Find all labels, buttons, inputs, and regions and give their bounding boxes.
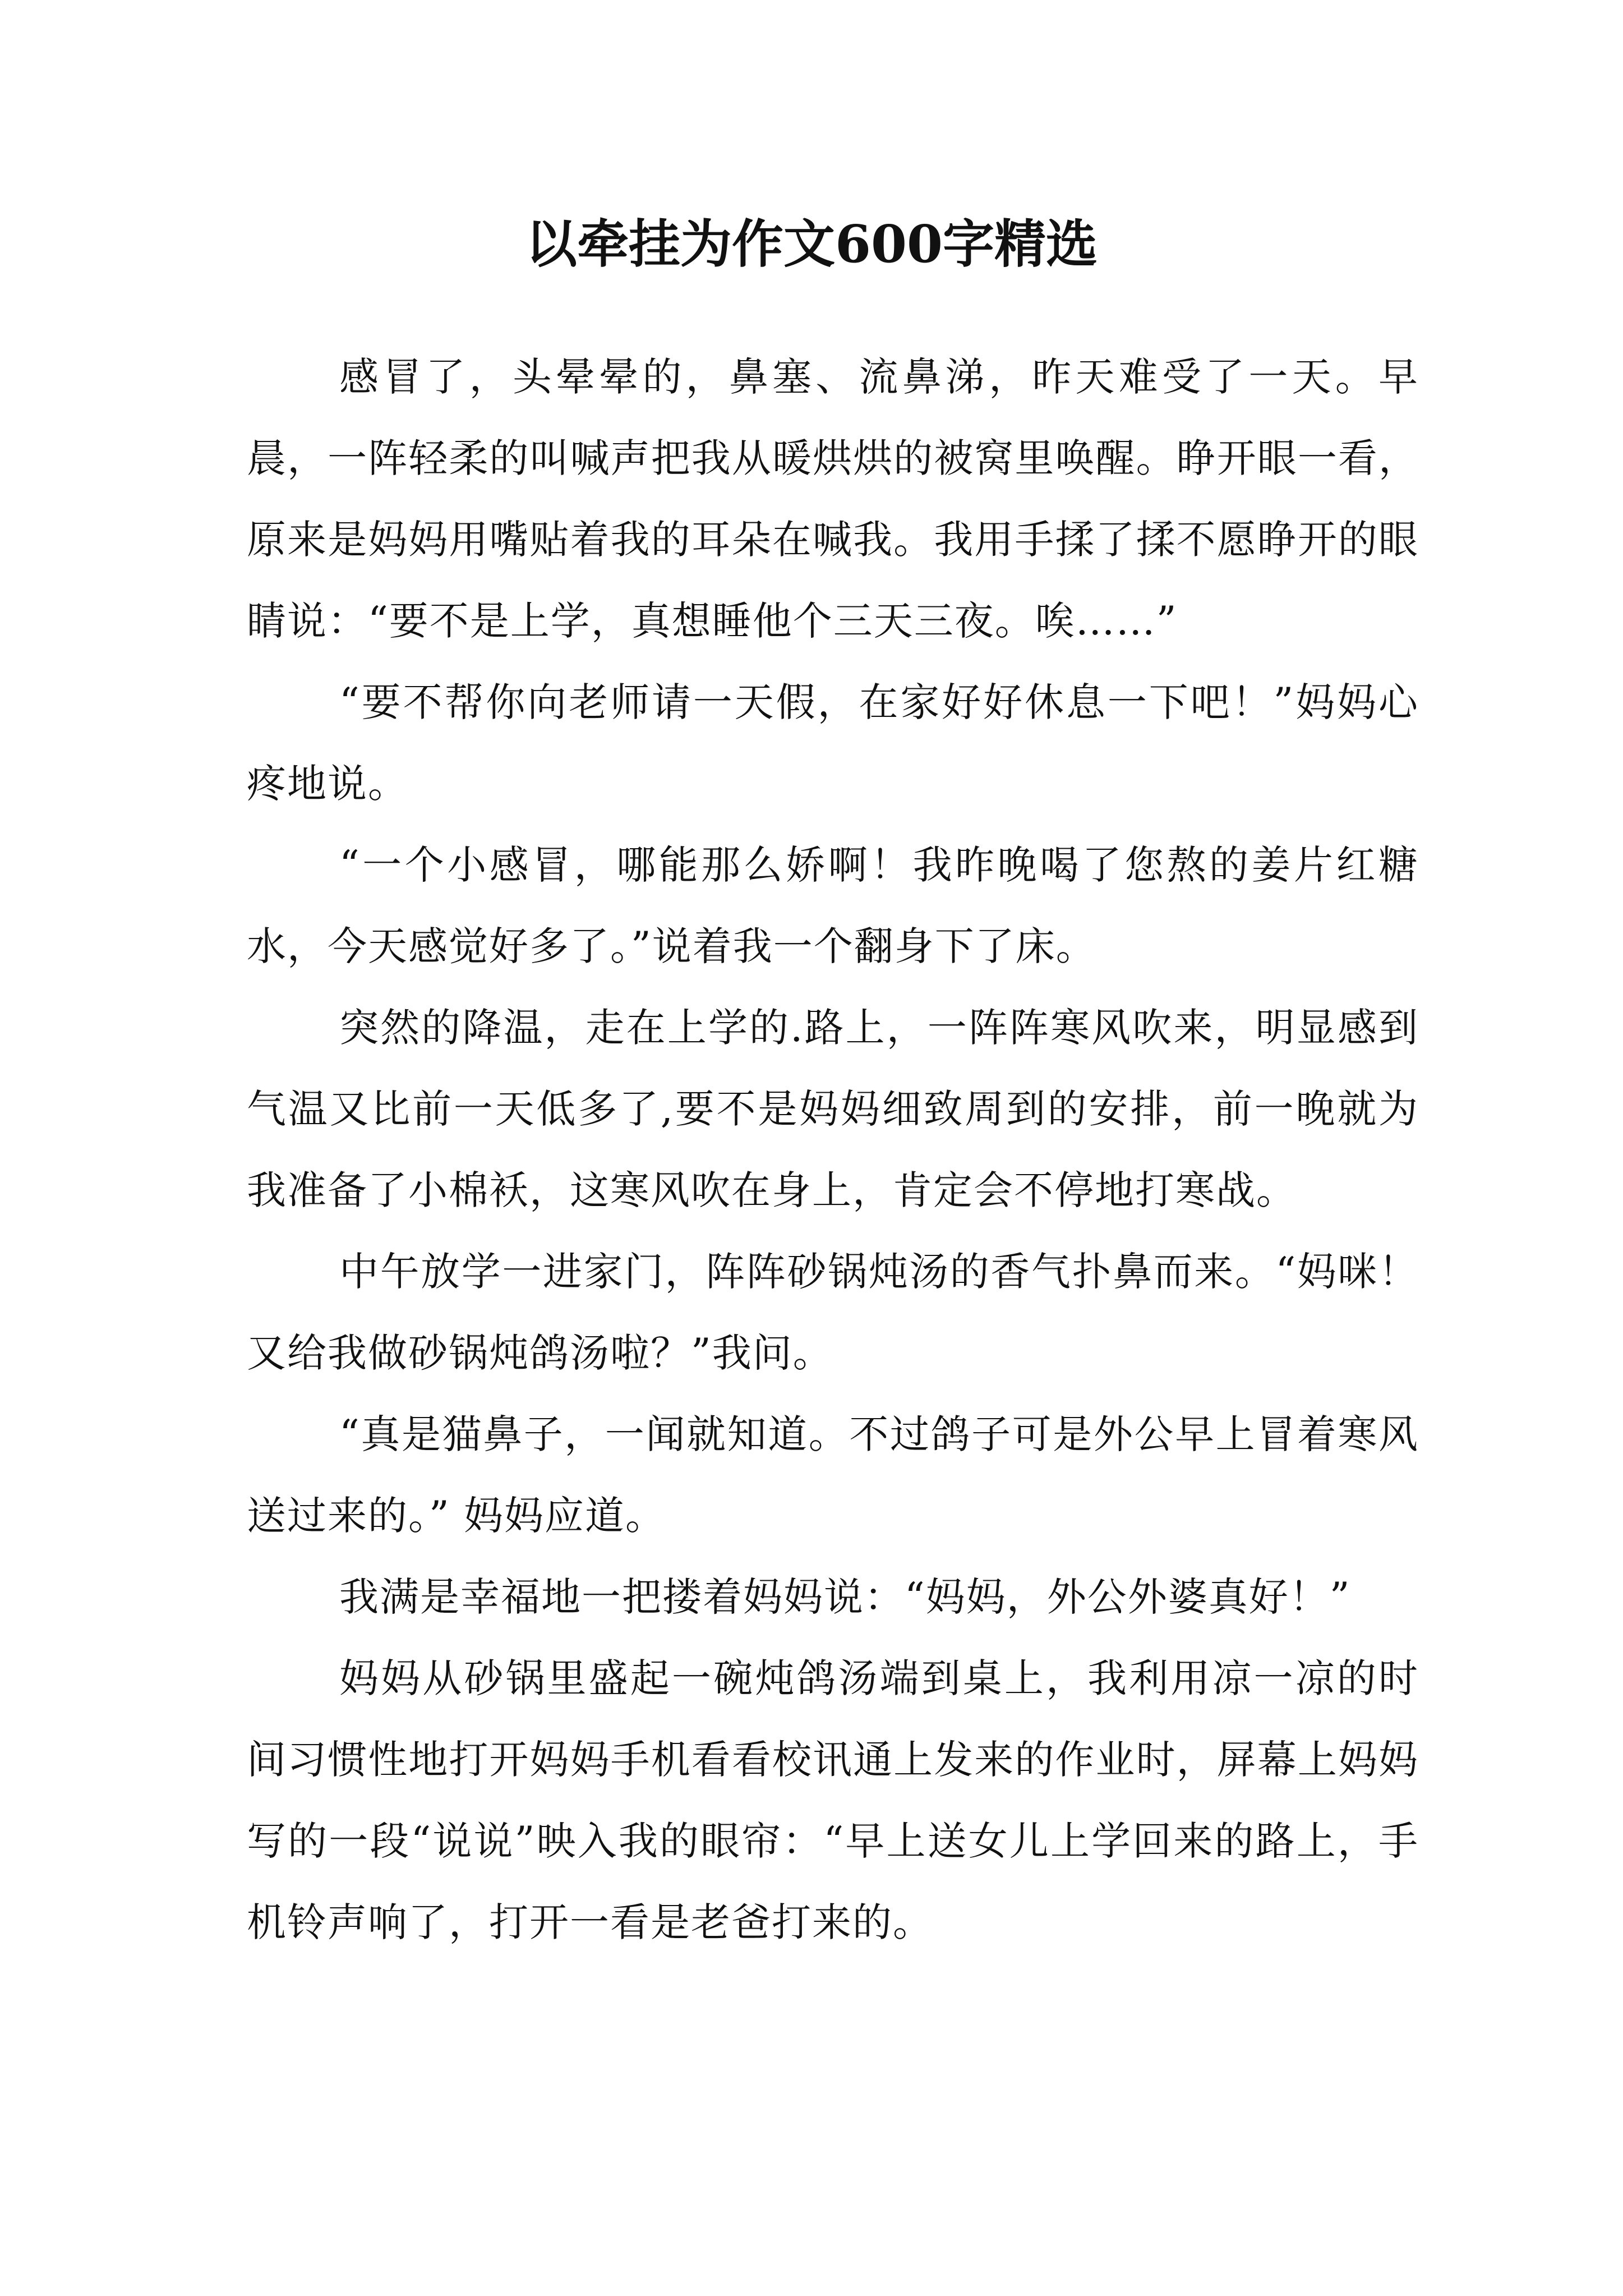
paragraph: 妈妈从砂锅里盛起一碗炖鸽汤端到桌上，我利用凉一凉的时间习惯性地打开妈妈手机看看校讯通上发来的作业时，屏幕上妈妈写的一段“说说”映入我的眼帘：“早上送女儿上学回来的路上，手机铃声响了，打开一看是老爸打来的。 <box>247 1655 1419 1945</box>
paragraph: “要不帮你向老师请一天假，在家好好休息一下吧！”妈妈心疼地说。 <box>247 679 1419 807</box>
document-body <box>247 337 1419 1963</box>
paragraph: 中午放学一进家门，阵阵砂锅炖汤的香气扑鼻而来。“妈咪！又给我做砂锅炖鸽汤啦？”我问。 <box>247 1249 1419 1376</box>
paragraph: 突然的降温，走在上学的.路上，一阵阵寒风吹来，明显感到气温又比前一天低多了,要不是妈妈细致周到的安排，前一晚就为我准备了小棉袄，这寒风吹在身上，肯定会不停地打寒战。 <box>247 1005 1419 1213</box>
paragraph: “真是猫鼻子，一闻就知道。不过鸽子可是外公早上冒着寒风送过来的。” 妈妈应道。 <box>247 1411 1419 1539</box>
paragraph: 我满是幸福地一把搂着妈妈说：“妈妈，外公外婆真好！” <box>339 1574 1351 1620</box>
paragraph: “一个小感冒，哪能那么娇啊！我昨晚喝了您熬的姜片红糖水，今天感觉好多了。”说着我一个翻身下了床。 <box>247 842 1419 969</box>
document-title: 以牵挂为作文600字精选 <box>525 214 1098 274</box>
paragraph: 感冒了，头晕晕的，鼻塞、流鼻涕，昨天难受了一天。早晨，一阵轻柔的叫喊声把我从暖烘烘的被窝里唤醒。睁开眼一看，原来是妈妈用嘴贴着我的耳朵在喊我。我用手揉了揉不愿睁开的眼睛说：“要不是上学，真想睡他个三天三夜。唉……” <box>247 354 1419 644</box>
